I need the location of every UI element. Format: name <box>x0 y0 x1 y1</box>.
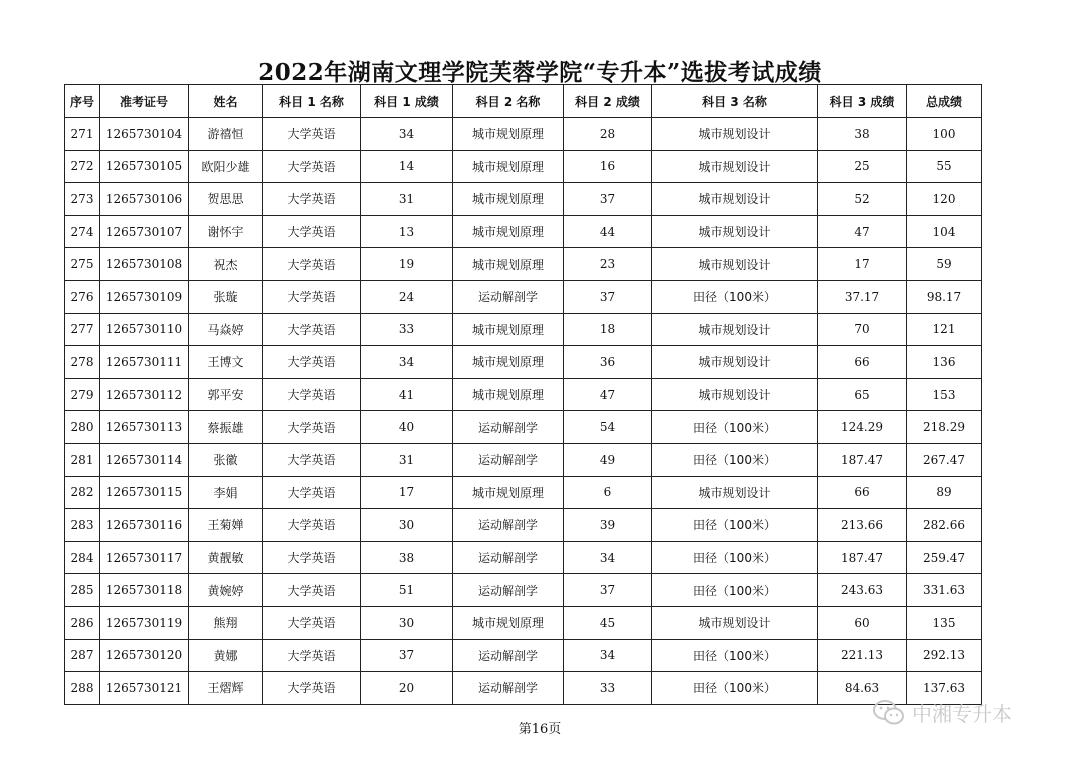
cell-subject3-score: 66 <box>818 346 907 379</box>
cell-subject2-score: 54 <box>564 411 652 444</box>
cell-seq: 281 <box>65 443 100 476</box>
cell-subject3-score: 66 <box>818 476 907 509</box>
cell-name: 蔡振雄 <box>189 411 263 444</box>
table-row <box>65 150 982 183</box>
table-row <box>65 280 982 313</box>
table-row <box>65 118 982 151</box>
cell-subject2-name: 城市规划原理 <box>453 183 564 216</box>
cell-subject2-name: 城市规划原理 <box>453 215 564 248</box>
cell-subject2-score: 28 <box>564 118 652 151</box>
cell-subject2-name: 城市规划原理 <box>453 313 564 346</box>
header-subject2-name: 科目 2 名称 <box>453 85 564 118</box>
cell-subject2-score: 6 <box>564 476 652 509</box>
table-row <box>65 541 982 574</box>
cell-subject3-score: 38 <box>818 118 907 151</box>
cell-subject3-score: 25 <box>818 150 907 183</box>
header-subject2-score: 科目 2 成绩 <box>564 85 652 118</box>
cell-total-score: 153 <box>907 378 982 411</box>
cell-exam-id: 1265730105 <box>100 150 189 183</box>
cell-subject1-name: 大学英语 <box>263 150 361 183</box>
cell-name: 张璇 <box>189 280 263 313</box>
cell-name: 游禧恒 <box>189 118 263 151</box>
cell-total-score: 292.13 <box>907 639 982 672</box>
cell-subject3-score: 60 <box>818 606 907 639</box>
header-total-score: 总成绩 <box>907 85 982 118</box>
cell-exam-id: 1265730107 <box>100 215 189 248</box>
table-row <box>65 476 982 509</box>
cell-subject1-name: 大学英语 <box>263 672 361 705</box>
cell-exam-id: 1265730120 <box>100 639 189 672</box>
cell-subject2-name: 城市规划原理 <box>453 378 564 411</box>
cell-total-score: 135 <box>907 606 982 639</box>
cell-subject3-name: 田径（100米） <box>652 509 818 542</box>
cell-exam-id: 1265730117 <box>100 541 189 574</box>
cell-subject1-name: 大学英语 <box>263 639 361 672</box>
table-row <box>65 183 982 216</box>
cell-seq: 276 <box>65 280 100 313</box>
cell-subject3-name: 城市规划设计 <box>652 183 818 216</box>
cell-subject2-score: 33 <box>564 672 652 705</box>
header-name: 姓名 <box>189 85 263 118</box>
cell-total-score: 55 <box>907 150 982 183</box>
cell-subject1-name: 大学英语 <box>263 443 361 476</box>
cell-seq: 287 <box>65 639 100 672</box>
cell-exam-id: 1265730104 <box>100 118 189 151</box>
table-row <box>65 248 982 281</box>
cell-exam-id: 1265730108 <box>100 248 189 281</box>
cell-exam-id: 1265730119 <box>100 606 189 639</box>
cell-total-score: 267.47 <box>907 443 982 476</box>
table-row <box>65 215 982 248</box>
table-row <box>65 443 982 476</box>
cell-subject1-name: 大学英语 <box>263 183 361 216</box>
cell-name: 郭平安 <box>189 378 263 411</box>
cell-subject2-score: 37 <box>564 183 652 216</box>
cell-seq: 273 <box>65 183 100 216</box>
cell-subject2-score: 37 <box>564 574 652 607</box>
cell-subject1-score: 38 <box>361 541 453 574</box>
cell-subject1-name: 大学英语 <box>263 248 361 281</box>
cell-subject3-score: 124.29 <box>818 411 907 444</box>
cell-seq: 285 <box>65 574 100 607</box>
page-number: 第16页 <box>518 722 562 737</box>
cell-subject3-name: 田径（100米） <box>652 443 818 476</box>
cell-subject3-score: 65 <box>818 378 907 411</box>
table-row <box>65 509 982 542</box>
scores-table <box>64 84 982 705</box>
cell-subject1-score: 30 <box>361 509 453 542</box>
cell-subject3-score: 213.66 <box>818 509 907 542</box>
cell-name: 黄婉婷 <box>189 574 263 607</box>
cell-subject3-name: 田径（100米） <box>652 639 818 672</box>
table-row <box>65 606 982 639</box>
cell-subject2-score: 37 <box>564 280 652 313</box>
cell-subject1-name: 大学英语 <box>263 215 361 248</box>
cell-subject2-name: 城市规划原理 <box>453 476 564 509</box>
cell-exam-id: 1265730121 <box>100 672 189 705</box>
cell-subject2-name: 运动解剖学 <box>453 541 564 574</box>
cell-subject2-score: 34 <box>564 541 652 574</box>
cell-seq: 271 <box>65 118 100 151</box>
cell-subject3-score: 84.63 <box>818 672 907 705</box>
cell-exam-id: 1265730106 <box>100 183 189 216</box>
cell-subject2-score: 23 <box>564 248 652 281</box>
cell-subject1-score: 41 <box>361 378 453 411</box>
cell-total-score: 137.63 <box>907 672 982 705</box>
cell-subject1-name: 大学英语 <box>263 476 361 509</box>
cell-subject3-score: 70 <box>818 313 907 346</box>
cell-total-score: 121 <box>907 313 982 346</box>
cell-subject3-name: 田径（100米） <box>652 541 818 574</box>
cell-seq: 278 <box>65 346 100 379</box>
cell-total-score: 259.47 <box>907 541 982 574</box>
cell-subject1-name: 大学英语 <box>263 606 361 639</box>
cell-subject2-score: 34 <box>564 639 652 672</box>
cell-subject1-score: 40 <box>361 411 453 444</box>
cell-subject2-name: 城市规划原理 <box>453 150 564 183</box>
cell-subject1-name: 大学英语 <box>263 346 361 379</box>
cell-total-score: 100 <box>907 118 982 151</box>
header-subject1-name: 科目 1 名称 <box>263 85 361 118</box>
cell-subject3-name: 田径（100米） <box>652 411 818 444</box>
cell-total-score: 120 <box>907 183 982 216</box>
cell-subject2-name: 城市规划原理 <box>453 346 564 379</box>
cell-subject1-name: 大学英语 <box>263 509 361 542</box>
cell-seq: 283 <box>65 509 100 542</box>
cell-subject2-score: 39 <box>564 509 652 542</box>
cell-name: 李娟 <box>189 476 263 509</box>
cell-subject3-name: 城市规划设计 <box>652 346 818 379</box>
cell-name: 黄娜 <box>189 639 263 672</box>
cell-seq: 282 <box>65 476 100 509</box>
header-seq: 序号 <box>65 85 100 118</box>
cell-subject1-score: 34 <box>361 346 453 379</box>
page-title: 2022年湖南文理学院芙蓉学院“专升本”选拔考试成绩 <box>258 59 822 86</box>
cell-name: 王菊婵 <box>189 509 263 542</box>
cell-subject2-name: 运动解剖学 <box>453 280 564 313</box>
cell-seq: 279 <box>65 378 100 411</box>
cell-subject3-name: 田径（100米） <box>652 672 818 705</box>
cell-subject3-score: 187.47 <box>818 443 907 476</box>
cell-seq: 284 <box>65 541 100 574</box>
cell-subject1-score: 19 <box>361 248 453 281</box>
cell-subject1-score: 30 <box>361 606 453 639</box>
table-row <box>65 346 982 379</box>
cell-subject1-score: 37 <box>361 639 453 672</box>
cell-subject3-score: 52 <box>818 183 907 216</box>
cell-name: 贺思思 <box>189 183 263 216</box>
cell-total-score: 282.66 <box>907 509 982 542</box>
cell-subject1-name: 大学英语 <box>263 280 361 313</box>
cell-name: 王博文 <box>189 346 263 379</box>
cell-exam-id: 1265730111 <box>100 346 189 379</box>
cell-subject1-score: 31 <box>361 443 453 476</box>
cell-seq: 275 <box>65 248 100 281</box>
cell-subject2-name: 运动解剖学 <box>453 574 564 607</box>
cell-subject3-name: 城市规划设计 <box>652 476 818 509</box>
cell-seq: 286 <box>65 606 100 639</box>
cell-subject2-name: 城市规划原理 <box>453 248 564 281</box>
cell-name: 马焱婷 <box>189 313 263 346</box>
watermark-text: 中湘专升本 <box>912 702 1012 726</box>
cell-subject2-name: 运动解剖学 <box>453 411 564 444</box>
cell-exam-id: 1265730113 <box>100 411 189 444</box>
cell-subject3-name: 城市规划设计 <box>652 313 818 346</box>
cell-seq: 274 <box>65 215 100 248</box>
cell-subject3-name: 田径（100米） <box>652 574 818 607</box>
cell-subject1-score: 51 <box>361 574 453 607</box>
cell-subject2-name: 城市规划原理 <box>453 118 564 151</box>
cell-exam-id: 1265730116 <box>100 509 189 542</box>
cell-subject1-name: 大学英语 <box>263 574 361 607</box>
cell-subject3-name: 城市规划设计 <box>652 606 818 639</box>
cell-subject2-score: 44 <box>564 215 652 248</box>
cell-subject2-name: 运动解剖学 <box>453 639 564 672</box>
cell-subject3-name: 城市规划设计 <box>652 378 818 411</box>
watermark <box>872 698 1012 727</box>
table-row <box>65 639 982 672</box>
cell-subject3-score: 37.17 <box>818 280 907 313</box>
cell-name: 熊翔 <box>189 606 263 639</box>
cell-seq: 288 <box>65 672 100 705</box>
cell-subject1-name: 大学英语 <box>263 378 361 411</box>
cell-subject3-score: 47 <box>818 215 907 248</box>
cell-name: 张徽 <box>189 443 263 476</box>
cell-subject3-name: 城市规划设计 <box>652 248 818 281</box>
table-row <box>65 411 982 444</box>
cell-subject1-score: 13 <box>361 215 453 248</box>
cell-exam-id: 1265730110 <box>100 313 189 346</box>
table-header-row <box>65 85 982 118</box>
cell-subject1-name: 大学英语 <box>263 541 361 574</box>
cell-exam-id: 1265730115 <box>100 476 189 509</box>
cell-exam-id: 1265730114 <box>100 443 189 476</box>
cell-subject3-score: 221.13 <box>818 639 907 672</box>
wechat-icon <box>872 699 906 727</box>
cell-name: 祝杰 <box>189 248 263 281</box>
cell-subject3-score: 243.63 <box>818 574 907 607</box>
cell-exam-id: 1265730109 <box>100 280 189 313</box>
cell-exam-id: 1265730112 <box>100 378 189 411</box>
cell-subject3-name: 城市规划设计 <box>652 215 818 248</box>
cell-subject3-score: 17 <box>818 248 907 281</box>
cell-name: 王熠辉 <box>189 672 263 705</box>
cell-subject1-score: 33 <box>361 313 453 346</box>
header-subject3-name: 科目 3 名称 <box>652 85 818 118</box>
cell-subject2-score: 36 <box>564 346 652 379</box>
cell-subject1-score: 34 <box>361 118 453 151</box>
cell-subject3-name: 田径（100米） <box>652 280 818 313</box>
cell-subject3-score: 187.47 <box>818 541 907 574</box>
cell-subject1-score: 17 <box>361 476 453 509</box>
cell-subject1-name: 大学英语 <box>263 313 361 346</box>
table-row <box>65 313 982 346</box>
cell-seq: 272 <box>65 150 100 183</box>
cell-total-score: 89 <box>907 476 982 509</box>
cell-subject2-score: 18 <box>564 313 652 346</box>
cell-subject2-score: 16 <box>564 150 652 183</box>
cell-subject2-name: 城市规划原理 <box>453 606 564 639</box>
table-row <box>65 672 982 705</box>
cell-subject2-name: 运动解剖学 <box>453 672 564 705</box>
cell-total-score: 59 <box>907 248 982 281</box>
cell-subject2-score: 45 <box>564 606 652 639</box>
cell-total-score: 104 <box>907 215 982 248</box>
cell-subject1-score: 31 <box>361 183 453 216</box>
cell-name: 谢怀宇 <box>189 215 263 248</box>
header-exam-id: 准考证号 <box>100 85 189 118</box>
cell-subject2-name: 运动解剖学 <box>453 509 564 542</box>
cell-seq: 280 <box>65 411 100 444</box>
cell-name: 欧阳少雄 <box>189 150 263 183</box>
cell-total-score: 331.63 <box>907 574 982 607</box>
cell-total-score: 136 <box>907 346 982 379</box>
cell-total-score: 98.17 <box>907 280 982 313</box>
table-row <box>65 574 982 607</box>
cell-subject2-score: 49 <box>564 443 652 476</box>
cell-subject2-score: 47 <box>564 378 652 411</box>
cell-subject2-name: 运动解剖学 <box>453 443 564 476</box>
cell-exam-id: 1265730118 <box>100 574 189 607</box>
cell-subject3-name: 城市规划设计 <box>652 118 818 151</box>
cell-subject1-score: 14 <box>361 150 453 183</box>
cell-subject1-name: 大学英语 <box>263 118 361 151</box>
cell-subject1-name: 大学英语 <box>263 411 361 444</box>
cell-subject1-score: 20 <box>361 672 453 705</box>
table-row <box>65 378 982 411</box>
cell-total-score: 218.29 <box>907 411 982 444</box>
cell-seq: 277 <box>65 313 100 346</box>
header-subject3-score: 科目 3 成绩 <box>818 85 907 118</box>
table-body <box>65 118 982 705</box>
cell-subject1-score: 24 <box>361 280 453 313</box>
cell-subject3-name: 城市规划设计 <box>652 150 818 183</box>
header-subject1-score: 科目 1 成绩 <box>361 85 453 118</box>
cell-name: 黄靓敏 <box>189 541 263 574</box>
